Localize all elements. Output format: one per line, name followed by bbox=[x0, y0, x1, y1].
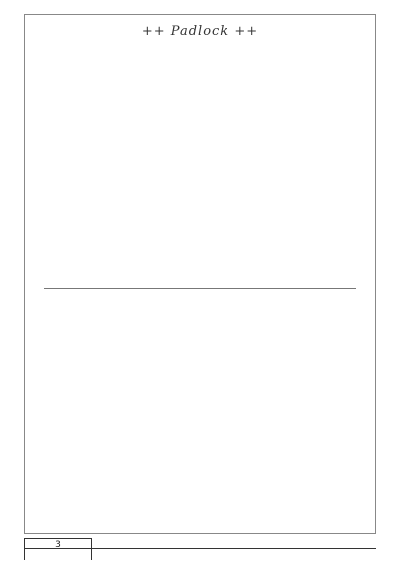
text-block-top bbox=[48, 56, 352, 280]
section-divider bbox=[44, 288, 356, 289]
running-header: ++ Padlock ++ bbox=[141, 24, 259, 39]
text-block-bottom bbox=[48, 300, 352, 528]
page-number: 3 bbox=[55, 540, 61, 550]
